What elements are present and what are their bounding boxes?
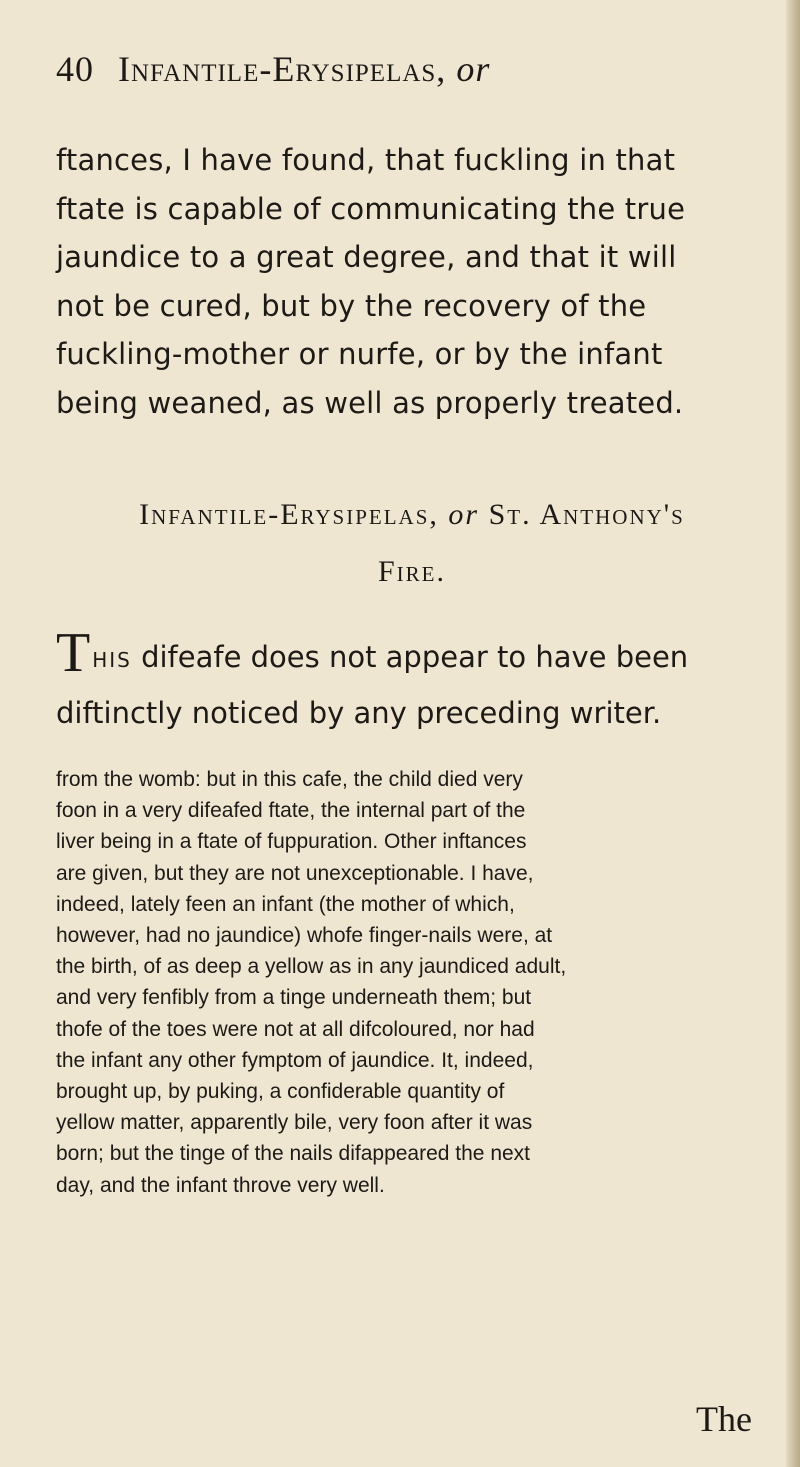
footnote-line: day, and the infant throve very well. — [56, 1173, 385, 1197]
section-heading-fire: Fire. — [377, 555, 446, 588]
text-line: being weaned, as well as properly treated. — [56, 385, 684, 420]
footnote-line: however, had no jaundice) whofe finger-nails were, at — [56, 924, 553, 948]
text-line: fuckling-mother or nurfe, or by the infant — [56, 337, 663, 371]
footnote-line: the birth, of as deep a yellow as in any jaundiced adult, — [56, 955, 567, 979]
footnote-line: brought up, by puking, a confiderable quantity of — [56, 1080, 505, 1104]
footnote — [56, 764, 768, 1201]
footnote-line: liver being in a ftate of fuppuration. Other inftances — [56, 830, 527, 854]
paragraph-2 — [56, 622, 768, 741]
text-line — [56, 622, 768, 685]
footnote-line: thofe of the toes were not at all difcoloured, nor had — [56, 1017, 535, 1041]
paragraph-1 — [56, 136, 768, 427]
text-line: not be cured, but by the recovery of the — [56, 288, 647, 323]
footnote-line: are given, but they are not unexceptionable. I have, — [56, 861, 534, 885]
footnote-line: indeed, lately feen an infant (the mother of which, — [56, 892, 515, 916]
page-edge — [786, 0, 800, 1467]
section-heading-rest: St. Anthony's — [488, 498, 685, 531]
footnote-line: yellow matter, apparently bile, very foon after it was — [56, 1111, 533, 1135]
text-line: diftinctly noticed by any preceding writer. — [56, 696, 662, 730]
text-line: ftate is capable of communicating the true — [56, 191, 686, 226]
catchword: The — [696, 1399, 752, 1439]
footnote-line: and very fenfibly from a tinge underneath them; but — [56, 986, 532, 1010]
section-heading — [56, 498, 768, 532]
text-line: jaundice to a great degree, and that it will — [56, 240, 677, 274]
footnote-line: foon in a very difeafed ftate, the internal part of the — [56, 799, 526, 823]
footnote-line: from the womb: but in this cafe, the child died very — [56, 768, 523, 791]
running-head-conjunction: or — [456, 49, 491, 89]
running-head-title: Infantile-Erysipelas, — [118, 49, 447, 89]
opening-caps: his — [92, 640, 132, 674]
page-number: 40 — [56, 49, 94, 89]
section-heading-line-2 — [56, 555, 768, 589]
line-rest: difeafe does not appear to have been — [131, 640, 689, 674]
section-heading-title: Infantile-Erysipelas, — [139, 498, 439, 531]
footnote-line: the infant any other fymptom of jaundice. It, indeed, — [56, 1048, 534, 1072]
running-head — [56, 48, 756, 98]
text-line: ftances, I have found, that fuckling in that — [56, 143, 676, 177]
section-heading-conjunction: or — [448, 498, 480, 531]
footnote-line: born; but the tinge of the nails difappeared the next — [56, 1142, 531, 1166]
drop-cap: T — [56, 622, 91, 684]
